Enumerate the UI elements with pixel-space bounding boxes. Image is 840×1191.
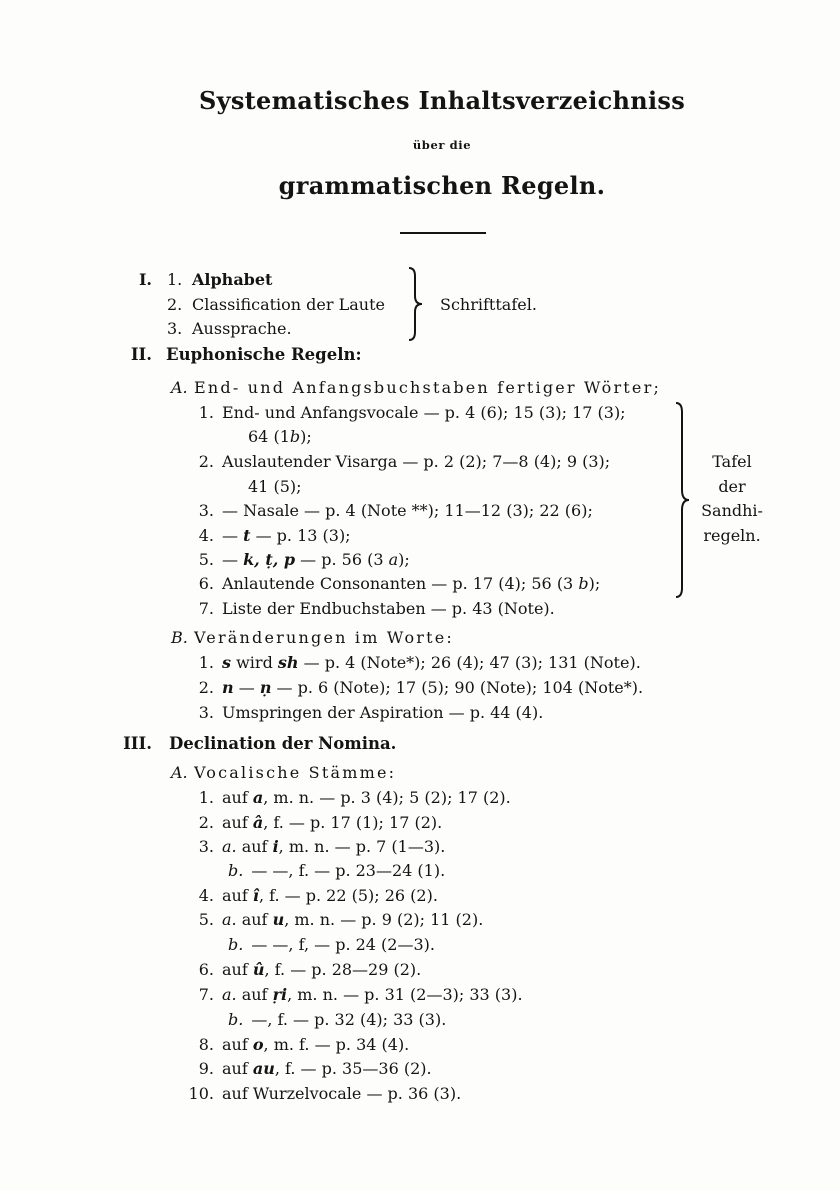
- page-title: Systematisches Inhaltsverzeichniss: [198, 86, 686, 115]
- subsection-heading: [171, 627, 454, 649]
- toc-entry: [180, 836, 445, 858]
- entry-italic: a: [388, 550, 399, 569]
- entry-number: 7.: [198, 599, 214, 618]
- subsection-title: Veränderungen im Worte:: [194, 628, 455, 647]
- toc-subentry: [228, 1009, 446, 1031]
- title-connector: über die: [412, 138, 472, 152]
- entry-italic: a.: [222, 910, 237, 929]
- entry-number: 4.: [198, 526, 214, 545]
- entry-text: Anlautende Consonanten — p. 17 (4); 56 (3: [222, 574, 579, 593]
- entry-text: );: [588, 574, 601, 593]
- entry-text: auf: [236, 837, 273, 856]
- entry-text: — p. 6 (Note); 17 (5); 90 (Note); 104 (Note*).: [271, 678, 644, 697]
- entry-text: auf: [222, 813, 253, 832]
- entry-italic: t: [243, 526, 251, 545]
- entry-text: — —, f. — p. 23—24 (1).: [251, 861, 446, 880]
- entry-text: auf: [236, 985, 273, 1004]
- entry-text: );: [398, 550, 410, 569]
- toc-entry: [180, 525, 351, 547]
- entry-number: 3.: [198, 703, 214, 722]
- entry-text: , m. f. — p. 34 (4).: [263, 1035, 410, 1054]
- entry-italic: ṇ: [259, 678, 272, 697]
- toc-entry: [180, 984, 523, 1006]
- entry-text: , m. n. — p. 31 (2—3); 33 (3).: [287, 985, 523, 1004]
- toc-entry: [180, 402, 626, 424]
- subentry-marker: b.: [228, 861, 244, 880]
- entry-text: auf Wurzelvocale — p. 36 (3).: [222, 1084, 462, 1103]
- subentry-marker: b.: [228, 1010, 244, 1029]
- toc-entry: [180, 702, 543, 724]
- entry-number: 7.: [198, 985, 214, 1004]
- section-numeral: III.: [123, 734, 152, 753]
- entry-italic: s: [222, 653, 232, 672]
- section-heading: [100, 733, 396, 755]
- entry-text: — p. 13 (3);: [250, 526, 351, 545]
- entry-number: 2.: [198, 678, 214, 697]
- entry-text: auf: [222, 788, 253, 807]
- entry-italic: â: [252, 813, 264, 832]
- toc-entry: [180, 1083, 461, 1105]
- section-numeral: I.: [138, 270, 152, 289]
- entry-number: 4.: [198, 886, 214, 905]
- toc-entry: [180, 652, 641, 674]
- section-title: Euphonische Regeln:: [166, 345, 362, 364]
- toc-entry: [180, 812, 442, 834]
- toc-entry: [180, 677, 643, 699]
- title-rule: [400, 232, 486, 234]
- subsection-letter: A.: [171, 378, 188, 397]
- entry-text: —: [222, 526, 244, 545]
- brace-label: der: [718, 477, 746, 496]
- entry-text: auf: [236, 910, 273, 929]
- brace-sandhi-icon: [672, 400, 696, 600]
- entry-text: Aussprache.: [192, 319, 292, 338]
- entry-text: Classification der Laute: [192, 295, 385, 314]
- entry-text: , f. — p. 17 (1); 17 (2).: [263, 813, 443, 832]
- subsection-letter: B.: [171, 628, 188, 647]
- entry-text: 64 (1: [248, 427, 290, 446]
- entry-text: auf: [222, 960, 253, 979]
- entry-number: 8.: [198, 1035, 214, 1054]
- entry-number: 2.: [198, 452, 214, 471]
- subsection-heading: [171, 377, 661, 399]
- entry-italic: b: [578, 574, 589, 593]
- toc-subentry: [228, 860, 445, 882]
- entry-number: 1.: [167, 270, 183, 289]
- toc-entry: [180, 787, 511, 809]
- section-title: Declination der Nomina.: [169, 734, 397, 753]
- toc-entry: [180, 451, 610, 473]
- toc-entry: [180, 549, 410, 571]
- entry-text: , m. n. — p. 7 (1—3).: [278, 837, 446, 856]
- entry-italic: n: [222, 678, 234, 697]
- entry-italic: k, ṭ, p: [243, 550, 296, 569]
- entry-italic: a.: [222, 985, 237, 1004]
- entry-text: — p. 4 (Note*); 26 (4); 47 (3); 131 (Note).: [298, 653, 641, 672]
- entry-number: 6.: [198, 574, 214, 593]
- brace-label: regeln.: [703, 526, 761, 545]
- entry-italic: u: [272, 910, 285, 929]
- entry-number: 9.: [198, 1059, 214, 1078]
- entry-text: —: [222, 550, 244, 569]
- entry-number: 1.: [198, 653, 214, 672]
- entry-number: 10.: [188, 1084, 214, 1103]
- entry-text: Umspringen der Aspiration — p. 44 (4).: [222, 703, 544, 722]
- entry-continuation: [248, 426, 312, 448]
- toc-entry: [180, 573, 600, 595]
- entry-number: 6.: [198, 960, 214, 979]
- entry-number: 2.: [167, 295, 183, 314]
- toc-entry: [180, 500, 593, 522]
- subsection-title: Vocalische Stämme:: [194, 763, 397, 782]
- entry-text: —, f. — p. 32 (4); 33 (3).: [251, 1010, 447, 1029]
- entry-number: 3.: [198, 501, 214, 520]
- entry-number: 1.: [198, 788, 214, 807]
- entry-number: 3.: [167, 319, 183, 338]
- entry-continuation: [248, 476, 302, 498]
- entry-text: —: [233, 678, 260, 697]
- entry-text: , f. — p. 28—29 (2).: [264, 960, 422, 979]
- entry-text: — Nasale — p. 4 (Note **); 11—12 (3); 22 (6);: [222, 501, 593, 520]
- entry-italic: î: [252, 886, 259, 905]
- subsection-title: End- und Anfangsbuchstaben fertiger Wörter;: [194, 378, 662, 397]
- toc-entry: [180, 885, 438, 907]
- entry-italic: o: [252, 1035, 264, 1054]
- brace-schrifttafel-icon: [405, 266, 429, 346]
- entry-text: , f. — p. 22 (5); 26 (2).: [258, 886, 438, 905]
- entry-number: 2.: [198, 813, 214, 832]
- section-numeral: II.: [130, 345, 152, 364]
- entry-text: — p. 56 (3: [295, 550, 389, 569]
- toc-entry: [180, 1058, 432, 1080]
- entry-number: 5.: [198, 910, 214, 929]
- entry-text: wird: [231, 653, 278, 672]
- entry-text: 41 (5);: [248, 477, 302, 496]
- entry-text: , m. n. — p. 3 (4); 5 (2); 17 (2).: [263, 788, 511, 807]
- entry-number: 1.: [198, 403, 214, 422]
- entry-text: , f. — p. 35—36 (2).: [274, 1059, 432, 1078]
- entry-text: Auslautender Visarga — p. 2 (2); 7—8 (4); 9 (3);: [222, 452, 611, 471]
- entry-text: , m. n. — p. 9 (2); 11 (2).: [284, 910, 484, 929]
- entry-italic: b: [289, 427, 301, 446]
- brace-label: Tafel: [712, 452, 752, 471]
- entry-italic: au: [252, 1059, 275, 1078]
- entry-text: Alphabet: [192, 270, 273, 289]
- toc-entry: [180, 598, 555, 620]
- entry-italic: sh: [277, 653, 299, 672]
- title-continuation: grammatischen Regeln.: [278, 171, 606, 200]
- subsection-letter: A.: [171, 763, 188, 782]
- entry-text: auf: [222, 1035, 253, 1054]
- toc-subentry: [228, 934, 435, 956]
- toc-entry: [180, 959, 421, 981]
- entry-number: 5.: [198, 550, 214, 569]
- entry-italic: ṛi: [272, 985, 288, 1004]
- entry-italic: û: [252, 960, 265, 979]
- toc-entry: [100, 318, 292, 340]
- subsection-heading: [171, 762, 396, 784]
- brace-label: Sandhi-: [701, 501, 763, 520]
- entry-number: 3.: [198, 837, 214, 856]
- entry-italic: i: [272, 837, 279, 856]
- toc-entry: [100, 294, 385, 316]
- toc-entry: [180, 1034, 409, 1056]
- entry-text: — —, f, — p. 24 (2—3).: [251, 935, 435, 954]
- section-heading: [100, 344, 362, 366]
- entry-italic: a.: [222, 837, 237, 856]
- entry-text: auf: [222, 1059, 253, 1078]
- entry-text: auf: [222, 886, 253, 905]
- toc-entry: [100, 269, 272, 291]
- entry-text: );: [300, 427, 312, 446]
- entry-text: End- und Anfangsvocale — p. 4 (6); 15 (3); 17 (3);: [222, 403, 626, 422]
- toc-entry: [180, 909, 483, 931]
- entry-italic: a: [252, 788, 264, 807]
- subentry-marker: b.: [228, 935, 244, 954]
- brace-label: Schrifttafel.: [440, 295, 537, 314]
- entry-text: Liste der Endbuchstaben — p. 43 (Note).: [222, 599, 555, 618]
